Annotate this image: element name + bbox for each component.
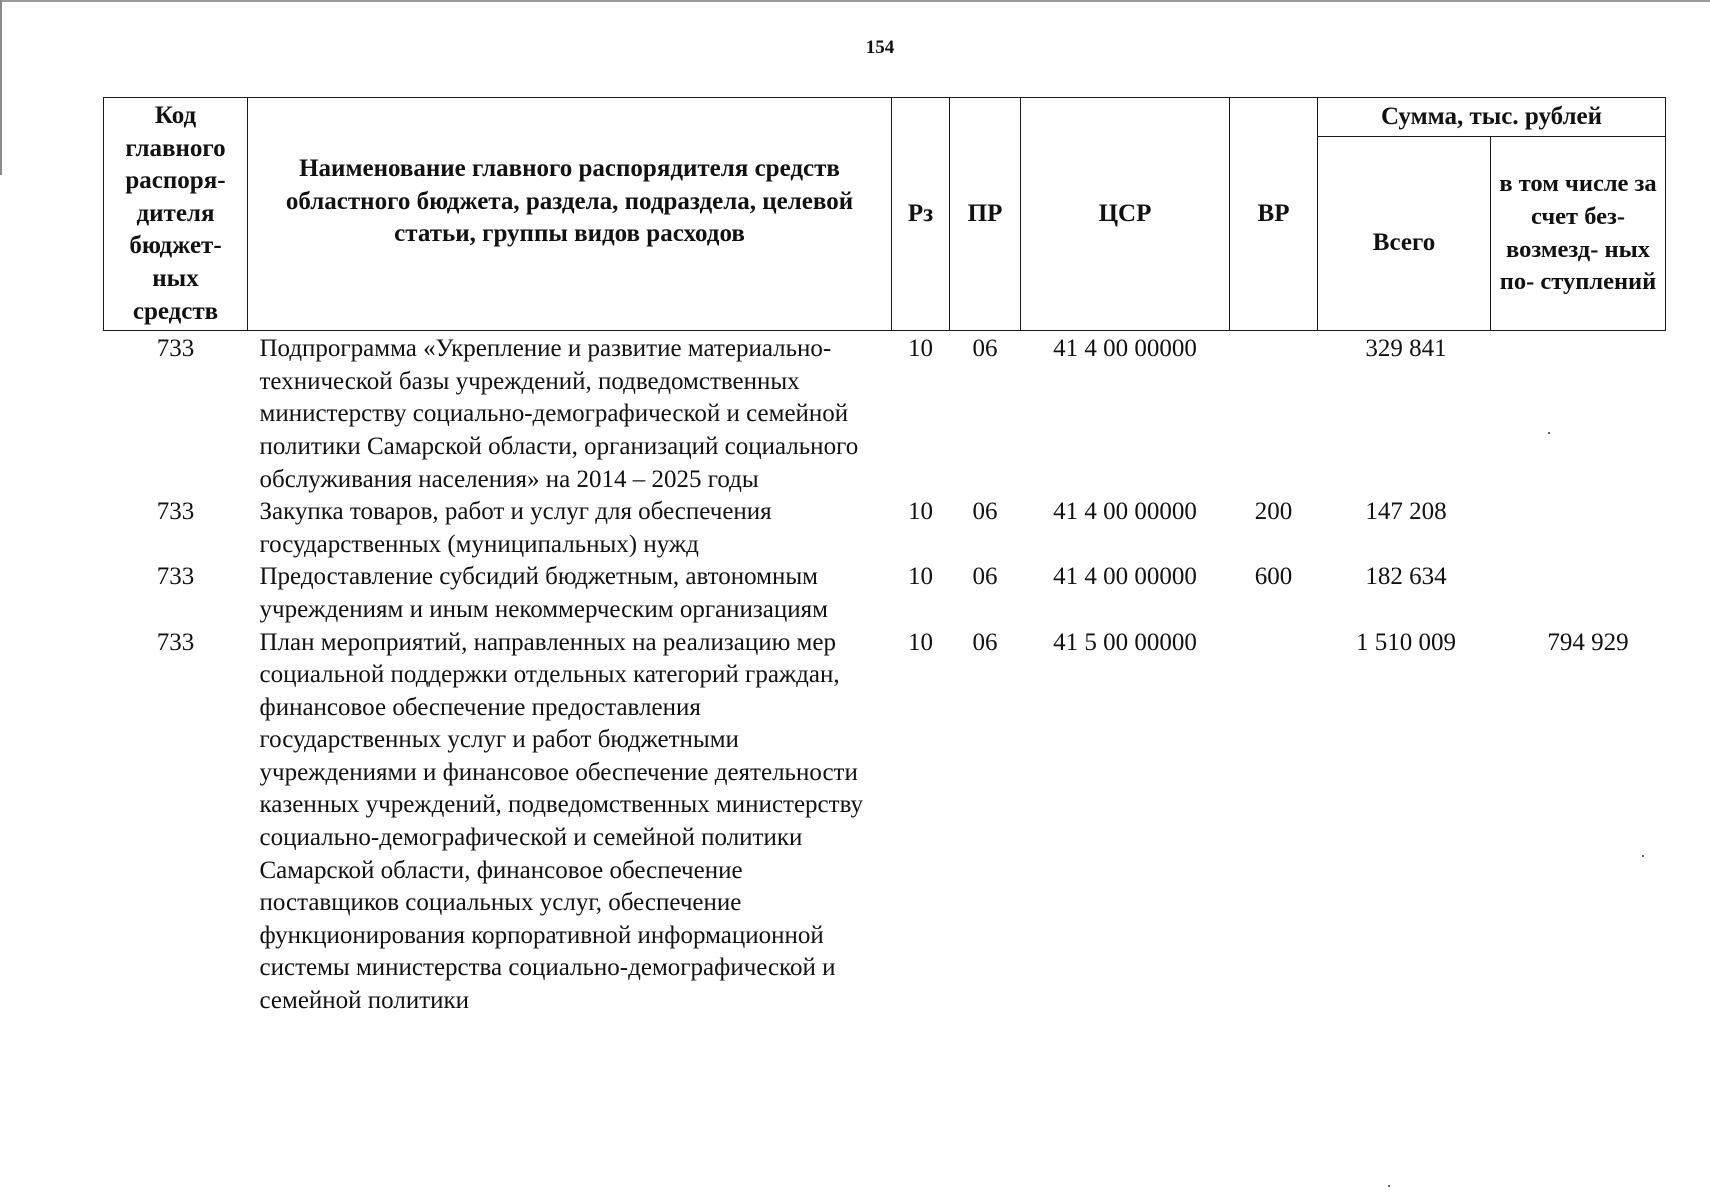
cell-csr: 41 4 00 00000 xyxy=(1053,498,1197,526)
cell-pr: 06 xyxy=(972,563,998,591)
cell-total: 182 634 xyxy=(1365,563,1447,591)
table-body xyxy=(104,331,1666,1018)
scan-edge-top xyxy=(0,0,1710,2)
cell-vr: 200 xyxy=(1254,498,1293,526)
table-header xyxy=(104,98,1666,331)
header-total: Всего xyxy=(1318,137,1491,331)
cell-vr xyxy=(1230,627,1318,1018)
cell-free: 794 929 xyxy=(1547,628,1629,656)
table-row xyxy=(104,561,1666,626)
cell-free xyxy=(1491,331,1666,496)
cell-name: Подпрограмма «Укрепление и развитие материально-технической базы учреждений, подведомственных министерству социально-демографической и семейной политики Самарской области, организаций социального обслуживания населения» на 2014 – 2025 годы xyxy=(259,335,859,493)
cell-csr: 41 5 00 00000 xyxy=(1053,628,1197,656)
cell-name: План мероприятий, направленных на реализацию мер социальной поддержки отдельных категорий граждан, финансовое обеспечение предоставления государственных услуг и работ бюджетными учреждениями и финансовое обеспечение деятельности казенных учреждений, подведомственных министерству социально-демографической и семейной политики Самарской области, финансовое обеспечение поставщиков социальных услуг, обеспечение функционирования корпоративной информационной системы министерства социально-демографической и семейной политики xyxy=(259,628,864,1015)
cell-rz: 10 xyxy=(908,563,933,591)
cell-pr: 06 xyxy=(972,335,998,363)
cell-name: Предоставление субсидий бюджетным, автономным учреждениям и иным некоммерческим организациям xyxy=(259,563,828,623)
cell-code: 733 xyxy=(156,498,195,526)
cell-vr xyxy=(1230,331,1318,496)
cell-vr: 600 xyxy=(1254,563,1293,591)
cell-code: 733 xyxy=(156,628,195,656)
cell-code: 733 xyxy=(156,335,195,363)
header-csr: ЦСР xyxy=(1021,98,1230,331)
cell-rz: 10 xyxy=(908,335,933,363)
cell-free xyxy=(1491,561,1666,626)
cell-total: 147 208 xyxy=(1365,498,1447,526)
scan-speck xyxy=(1388,1185,1390,1187)
header-free: в том числе за счет без- возмезд- ных по- ступлений xyxy=(1491,137,1666,331)
cell-total: 329 841 xyxy=(1365,335,1447,363)
cell-rz: 10 xyxy=(908,498,933,526)
table-row xyxy=(104,331,1666,496)
cell-total: 1 510 009 xyxy=(1356,628,1456,656)
header-rz: Рз xyxy=(892,98,950,331)
budget-table xyxy=(103,97,1666,1018)
header-name: Наименование главного распорядителя средств областного бюджета, раздела, подраздела, целевой статьи, группы видов расходов xyxy=(248,98,892,331)
cell-csr: 41 4 00 00000 xyxy=(1053,563,1197,591)
scan-edge-left xyxy=(0,0,2,175)
cell-pr: 06 xyxy=(972,628,998,656)
page-number: 154 xyxy=(865,37,895,58)
cell-pr: 06 xyxy=(972,498,998,526)
cell-csr: 41 4 00 00000 xyxy=(1053,335,1197,363)
header-sum-group: Сумма, тыс. рублей xyxy=(1318,98,1666,137)
header-pr: ПР xyxy=(950,98,1021,331)
scan-speck xyxy=(1548,432,1550,434)
cell-rz: 10 xyxy=(908,628,933,656)
cell-code: 733 xyxy=(156,563,195,591)
header-code: Код главного распоря- дителя бюджет- ных средств xyxy=(104,98,248,331)
table-row xyxy=(104,627,1666,1018)
cell-name: Закупка товаров, работ и услуг для обеспечения государственных (муниципальных) нужд xyxy=(259,498,772,558)
scan-speck xyxy=(1642,855,1644,857)
cell-free xyxy=(1491,496,1666,561)
header-vr: ВР xyxy=(1230,98,1318,331)
table-row xyxy=(104,496,1666,561)
